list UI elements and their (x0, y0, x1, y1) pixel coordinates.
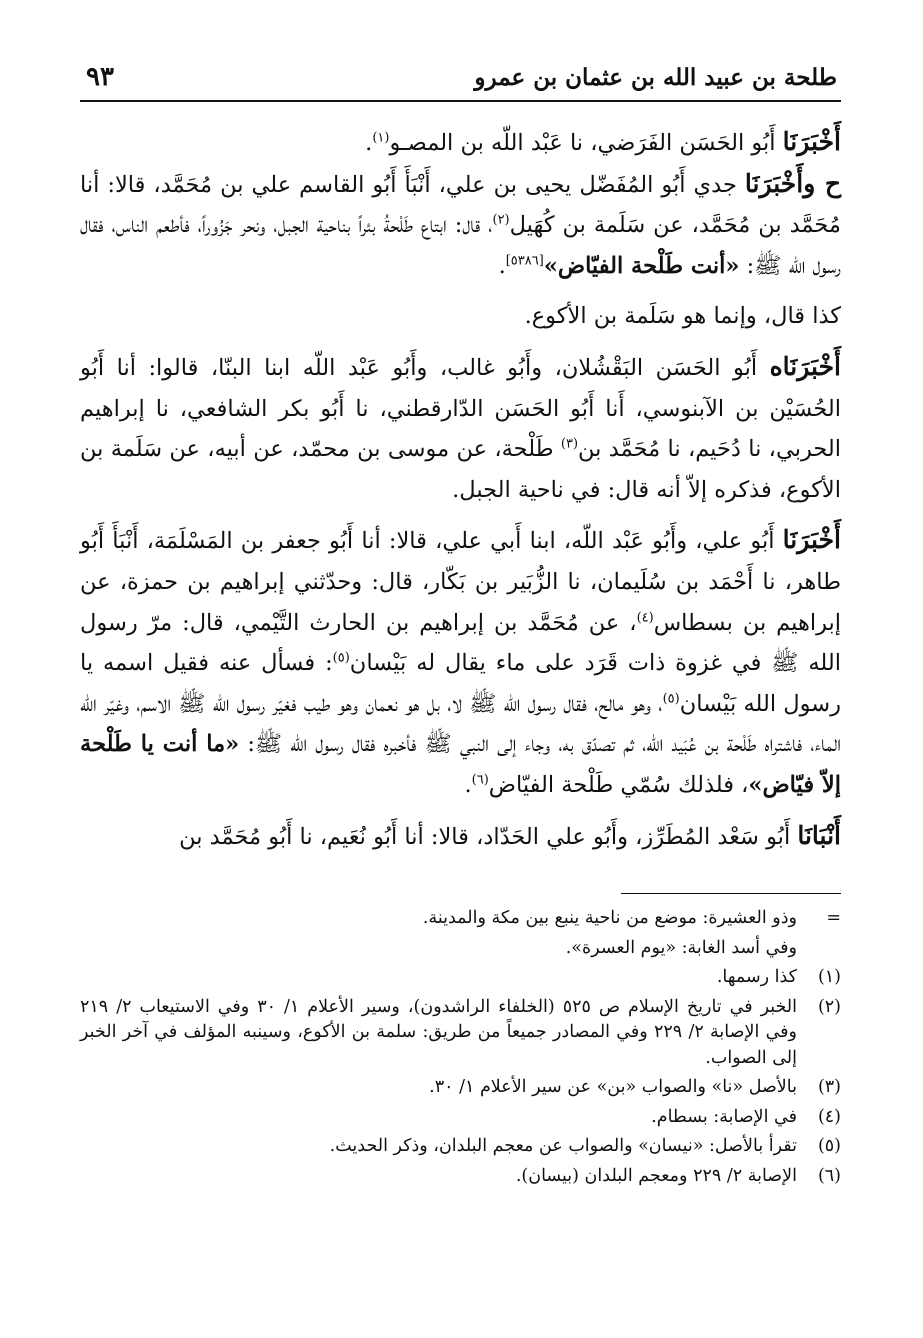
footnote-mark: (٣) (817, 1077, 841, 1098)
footnote-ref: (٥) (662, 691, 680, 707)
running-title: طلحة بن عبيد الله بن عثمان بن عمرو (474, 64, 837, 91)
paragraph-end: . (365, 130, 373, 156)
footnote-mark: (٦) (817, 1165, 841, 1186)
footnote-divider (621, 893, 841, 894)
paragraph-6 (80, 816, 841, 858)
footnote-ref: (٥) (332, 650, 350, 666)
hadith-quote: «أنت طَلْحة الفيّاض» (543, 252, 740, 279)
footnote-text: الإصابة ٢/ ٢٢٩ ومعجم البلدان (بيسان). (515, 1165, 797, 1186)
main-text (80, 122, 841, 857)
footnote-text: الخبر في تاريخ الإسلام ص ٥٢٥ (الخلفاء الراشدون)، وسير الأعلام ١/ ٣٠ وفي الاستيعاب ٢/ ٢١٩ وفي الإصابة ٢/ ٢٢٩ وفي المصادر جميعاً من طريق: سلمة بن الأكوع، وسينبه المؤلف في آخر الخبر إلى الصواب. (80, 996, 797, 1068)
transmission-keyword: أَنْبَانَا (797, 820, 841, 850)
transmission-keyword: أَخْبَرَنَا (782, 127, 841, 156)
paragraph-end: . (498, 252, 506, 279)
footnote (80, 1075, 841, 1101)
footnote-ref: (١) (372, 130, 390, 146)
footnote (80, 936, 841, 962)
paragraph-text: : فسأل عنه فقيل اسمه يا رسول الله بَيْسان (80, 650, 841, 717)
footnote (80, 906, 841, 932)
footnote-mark: (٢) (817, 996, 841, 1017)
footnote-text: تقرأ بالأصل: «نيسان» والصواب عن معجم البلدان، وذكر الحديث. (329, 1136, 797, 1157)
page-number: ٩٣ (86, 62, 114, 92)
paragraph-text: جدي أَبُو المُفَضّل يحيى بن علي، أَنْبَأَ أَبُو القاسم علي بن مُحَمَّد، قالا: أنا مُحَمَّد بن مُحَمَّد، عن سَلَمة بن كُهَيل (80, 171, 841, 239)
paragraph-text: أَبُو سَعْد المُطَرِّز، وأَبُو علي الحَدّاد، قالا: أنا أَبُو نُعَيم، نا أَبُو مُحَمَّد بن (179, 823, 798, 850)
footnote (80, 1134, 841, 1160)
paragraph-text: ، عن مُحَمَّد بن إبراهيم بن الحارث التَّيْمي، قال: مرّ رسول الله ﷺ في غزوة ذات قَرَد على ماء يقال له بَيْسان (80, 609, 841, 677)
paragraph-text: أَبُو الحَسَن الفَرَضي، نا عَبْد اللّه بن المصـو (389, 130, 783, 156)
footnote-ref: (٢) (492, 212, 510, 228)
paragraph-text: ، قال: ابتاع طَلْحةُ بئراً بناحية الجبل، ونحر جَزُوراً، فأطعم الناس، فقال رسول الله ﷺ: (80, 212, 841, 279)
running-header (80, 58, 841, 102)
paragraph-text: أَبُو علي، وأَبُو عَبْد اللّه، ابنا أَبي علي، قالا: أنا أَبُو جعفر بن المَسْلَمَة، أَنْبَأَ أَبُو طاهر، نا أَحْمَد بن سُلَيمان، نا الزُّبَير بن بَكّار، قال: وحدّثني إبراهيم بن حمزة، عن إبراهيم بن بسطاس (80, 528, 841, 636)
footnote-text: كذا رسمها. (716, 967, 797, 988)
footnote-text: وذو العشيرة: موضع من ناحية ينبع بين مكة والمدينة. (422, 908, 797, 929)
paragraph-text: ، فلذلك سُمّي طَلْحة الفيّاض (488, 771, 749, 798)
paragraph-2 (80, 164, 841, 287)
footnote (80, 1105, 841, 1131)
paragraph-1 (80, 122, 841, 164)
footnotes (80, 906, 841, 1189)
footnote-text: في الإصابة: بسطام. (651, 1106, 797, 1127)
paragraph-5 (80, 520, 841, 805)
footnote (80, 995, 841, 1072)
footnote (80, 965, 841, 991)
hadith-quote: «ما أنت يا طَلْحة إلاّ فيّاض» (80, 731, 841, 798)
paragraph-3: كذا قال، وإنما هو سَلَمة بن الأكوع. (524, 303, 841, 330)
transmission-keyword: أَخْبَرَنَا (782, 525, 841, 555)
footnote-mark: (٥) (817, 1136, 841, 1157)
footnote-text: وفي أسد الغابة: «يوم العسرة». (565, 937, 797, 958)
hadith-number: [٥٣٨٦] (505, 253, 544, 269)
transmission-keyword: ح وأَخْبَرَنَا (744, 168, 841, 198)
footnote-ref: (٦) (471, 772, 489, 788)
footnote (80, 1164, 841, 1190)
footnote-mark: (١) (817, 967, 841, 988)
footnote-ref: (٣) (560, 436, 579, 452)
footnote-mark: (٤) (817, 1106, 841, 1127)
transmission-keyword: أَخْبَرَنَاه (769, 351, 841, 381)
paragraph-end: . (464, 771, 472, 798)
footnote-ref: (٤) (636, 610, 654, 626)
footnote-text: بالأصل «نا» والصواب «بن» عن سير الأعلام ١/ ٣٠. (429, 1077, 797, 1098)
paragraph-text: طَلْحة، عن موسى بن محمّد، عن أبيه، عن سَلَمة بن الأكوع، فذكره إلاّ أنه قال: في ناحية الجبل. (80, 436, 841, 503)
paragraph-text: أَبُو الحَسَن البَقْشُلان، وأَبُو غالب، وأَبُو عَبْد اللّه ابنا البنّا، قالوا: أنا أَبُو الحُسَيْن بن الآبنوسي، أَنا أَبُو الحَسَن الدّارقطني، نا أَبُو بكر الشافعي، نا إبراهيم الحربي، نا دُحَيم، نا مُحَمَّد بن (80, 354, 841, 463)
footnote-mark: = (826, 908, 841, 929)
paragraph-4 (80, 347, 841, 510)
paragraph-text: ، وهو مالح، فقال رسول الله ﷺ لا، بل هو نعمان وهو طيب فغيّر رسول الله ﷺ الاسم، وغيّر الله الماء، فاشتراه طَلْحة بن عُبَيد اللّه، ثم تصدّق به، وجاء إلى النبي ﷺ فأخبره فقال رسول الله ﷺ: (80, 690, 842, 758)
